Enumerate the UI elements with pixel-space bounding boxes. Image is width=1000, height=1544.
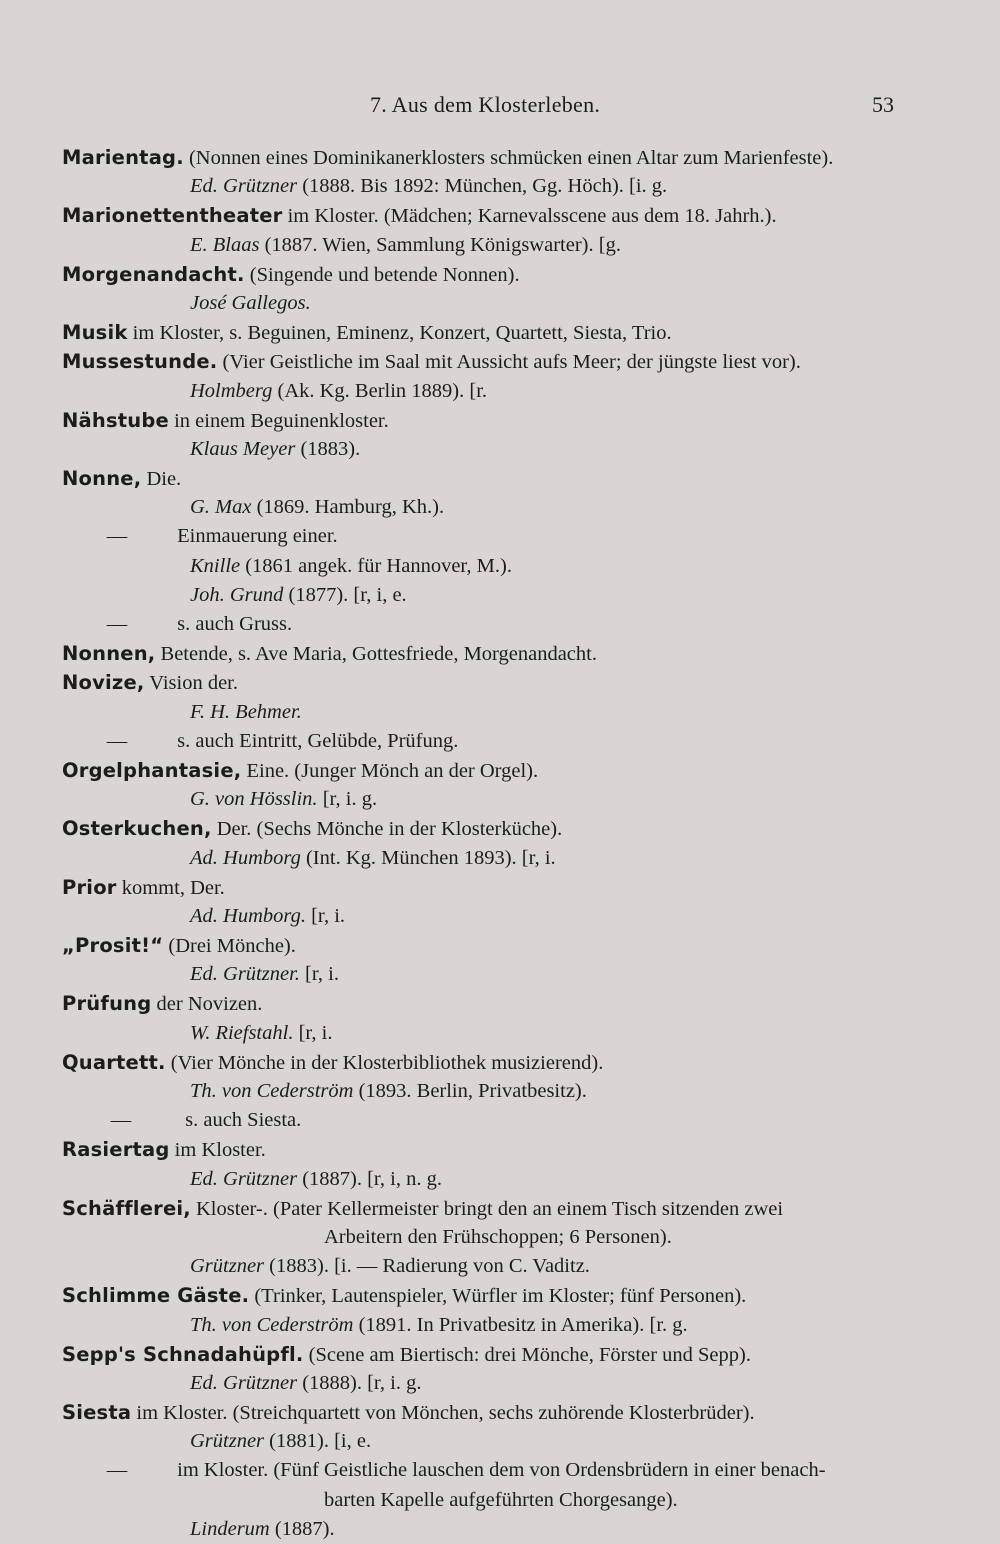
entry-text: Der. (Sechs Mönche in der Klosterküche). — [211, 818, 563, 841]
entry-headword: Sepp's Schnadahüpfl. — [62, 1342, 304, 1366]
entry-line — [62, 1281, 942, 1310]
artwork-details: (1887). [r, i, n. g. — [297, 1167, 442, 1190]
subentry-line — [62, 727, 942, 756]
artist-line — [62, 1165, 942, 1194]
entry-headword: Schlimme Gäste. — [62, 1284, 250, 1308]
artwork-details: (1888. Bis 1892: München, Gg. Höch). [i. g. — [297, 175, 668, 198]
artist-line — [62, 172, 942, 201]
entry-headword: Rasiertag — [62, 1138, 170, 1162]
entry-headword: „Prosit!“ — [62, 934, 164, 958]
artist-name: Ed. Grützner — [190, 1371, 298, 1394]
subentry-line — [62, 1456, 942, 1485]
artist-line — [62, 1019, 942, 1048]
artist-name: Holmberg — [190, 379, 273, 402]
subentry-text: s. auch Eintritt, Gelübde, Prüfung. — [172, 729, 459, 752]
artist-name: Linderum — [190, 1517, 270, 1540]
entry-line — [62, 1340, 942, 1369]
artist-line — [62, 785, 942, 814]
artist-line — [62, 231, 942, 260]
entry-line — [62, 1048, 942, 1077]
subentry-text: s. auch Siesta. — [180, 1109, 302, 1132]
ditto-dash: — — [106, 729, 128, 752]
artwork-details: [r, i. g. — [317, 788, 378, 811]
ditto-dash: — — [106, 613, 128, 635]
running-header — [0, 92, 1000, 132]
artwork-details: (1881). [i, e. — [264, 1430, 372, 1453]
index-entries — [62, 143, 942, 1544]
artist-line — [62, 1515, 942, 1544]
entry-text: (Vier Mönche in der Klosterbibliothek musizierend). — [165, 1051, 604, 1074]
entry-text: (Drei Mönche). — [163, 935, 296, 958]
artwork-details: [r, i. — [293, 1021, 333, 1044]
artist-line — [62, 377, 942, 406]
entry-text: (Singende und betende Nonnen). — [244, 263, 520, 286]
artist-name: Th. von Cederström — [190, 1080, 354, 1102]
artist-line — [62, 493, 942, 522]
artist-line — [62, 698, 942, 727]
entry-headword: Osterkuchen, — [62, 817, 212, 841]
artist-name: Ed. Grützner — [190, 1167, 298, 1190]
entry-text: im Kloster. — [169, 1139, 266, 1162]
entry-line — [62, 318, 942, 347]
entry-headword: Schäfflerei, — [62, 1196, 191, 1220]
artist-name: Th. von Cederström — [190, 1313, 354, 1336]
entry-text: (Vier Geistliche im Saal mit Aussicht aufs Meer; der jüngste liest vor). — [217, 351, 801, 374]
entry-headword: Nonne, — [62, 467, 142, 491]
artwork-details: (1861 angek. für Hannover, M.). — [240, 554, 512, 577]
artist-name: Ed. Grützner — [190, 175, 298, 198]
entry-line — [62, 639, 942, 668]
entry-headword: Marientag. — [62, 146, 184, 169]
entry-headword: Prior — [62, 875, 117, 899]
artwork-details: [r, i. — [299, 963, 339, 986]
artwork-details: (1877). [r, i, e. — [283, 583, 407, 606]
entry-text: (Trinker, Lautenspieler, Würfler im Kloster; fünf Personen). — [249, 1285, 747, 1308]
entry-headword: Nähstube — [62, 408, 169, 432]
entry-headword: Prüfung — [62, 992, 152, 1016]
artist-name: Ed. Grützner. — [190, 963, 300, 986]
artist-name: Joh. Grund — [190, 583, 284, 606]
artwork-details: (1887). — [269, 1517, 335, 1540]
entry-text: kommt, Der. — [116, 876, 225, 899]
entry-line — [62, 814, 942, 843]
entry-line — [62, 931, 942, 960]
ditto-dash: — — [106, 1459, 128, 1482]
artwork-details: (1891. In Privatbesitz in Amerika). [r. g. — [353, 1313, 688, 1336]
entry-line — [62, 143, 942, 172]
entry-headword: Morgenandacht. — [62, 262, 245, 286]
entry-headword: Orgelphantasie, — [62, 758, 242, 782]
entry-text: im Kloster, s. Beguinen, Eminenz, Konzert, Quartett, Siesta, Trio. — [127, 322, 672, 345]
artist-name: Grützner — [190, 1430, 265, 1453]
artwork-details: (1883). — [295, 437, 361, 460]
subentry-text: im Kloster. (Fünf Geistliche lauschen dem von Ordensbrüdern in einer benach- — [172, 1459, 826, 1482]
continuation-text: barten Kapelle aufgeführten Chorgesange). — [324, 1488, 678, 1511]
entry-text: Eine. (Junger Mönch an der Orgel). — [241, 759, 539, 782]
entry-line — [62, 464, 942, 493]
entry-line — [62, 873, 942, 902]
entry-text: der Novizen. — [151, 993, 263, 1016]
artist-name: W. Riefstahl. — [190, 1021, 294, 1044]
entry-line — [62, 1398, 942, 1427]
artwork-details: (Ak. Kg. Berlin 1889). [r. — [272, 379, 488, 402]
artist-name: Ad. Humborg — [190, 846, 301, 869]
subentry-text: s. auch Gruss. — [172, 613, 293, 635]
entry-headword: Marionettentheater — [62, 204, 283, 228]
entry-text: Kloster-. (Pater Kellermeister bringt den an einem Tisch sitzenden zwei — [190, 1197, 784, 1220]
entry-headword: Nonnen, — [62, 642, 156, 666]
entry-headword: Novize, — [62, 671, 145, 695]
artist-name: G. Max — [190, 496, 252, 519]
entry-line — [62, 1135, 942, 1164]
artist-line — [62, 1427, 942, 1456]
entry-headword: Siesta — [62, 1401, 132, 1425]
artist-line — [62, 1252, 942, 1281]
continuation-line — [62, 1486, 942, 1515]
subentry-line — [62, 1106, 942, 1135]
ditto-dash: — — [106, 525, 128, 548]
entry-text: Betende, s. Ave Maria, Gottesfriede, Morgenandacht. — [155, 643, 597, 666]
continuation-line — [62, 1223, 942, 1252]
entry-text: Vision der. — [144, 672, 238, 695]
subentry-line — [62, 522, 942, 551]
entry-headword: Musik — [62, 321, 128, 345]
subentry-line — [62, 610, 942, 639]
artist-line — [62, 552, 942, 581]
entry-line — [62, 406, 942, 435]
entry-text: in einem Beguinenkloster. — [168, 409, 389, 432]
entry-line — [62, 347, 942, 376]
artist-line — [62, 844, 942, 873]
entry-headword: Quartett. — [62, 1050, 166, 1074]
artist-line — [62, 1369, 942, 1398]
artist-line — [62, 1077, 942, 1106]
chapter-title: 7. Aus dem Klosterleben. — [370, 92, 601, 117]
artwork-details: (1869. Hamburg, Kh.). — [251, 496, 445, 519]
entry-text: (Nonnen eines Dominikanerklosters schmücken einen Altar zum Marienfeste). — [183, 147, 834, 169]
artist-line — [62, 960, 942, 989]
entry-line — [62, 1194, 942, 1223]
entry-line — [62, 260, 942, 289]
artist-name: F. H. Behmer. — [190, 700, 302, 723]
entry-text: im Kloster. (Streichquartett von Mönchen, sechs zuhörende Klosterbrüder). — [131, 1402, 755, 1425]
subentry-text: Einmauerung einer. — [172, 525, 338, 548]
entry-text: im Kloster. (Mädchen; Karnevalsscene aus dem 18. Jahrh.). — [282, 205, 777, 228]
artist-line — [62, 581, 942, 610]
artwork-details: [r, i. — [305, 904, 346, 927]
artist-name: Klaus Meyer — [190, 437, 296, 460]
artwork-details: (1888). [r, i. g. — [297, 1371, 422, 1394]
ditto-dash: — — [110, 1109, 132, 1132]
artist-line — [62, 435, 942, 464]
entry-text: (Scene am Biertisch: drei Mönche, Förster und Sepp). — [303, 1343, 751, 1366]
artist-line — [62, 1311, 942, 1340]
entry-text: Die. — [141, 468, 182, 491]
artist-name: Ad. Humborg. — [190, 904, 306, 927]
entry-line — [62, 668, 942, 697]
artist-name: G. von Hösslin. — [190, 788, 318, 811]
artwork-details: (1883). [i. — Radierung von C. Vaditz. — [264, 1255, 590, 1278]
artist-name: Knille — [190, 554, 241, 577]
entry-line — [62, 201, 942, 230]
entry-headword: Mussestunde. — [62, 350, 218, 374]
artist-line — [62, 289, 942, 318]
artist-name: José Gallegos. — [190, 291, 311, 314]
entry-line — [62, 756, 942, 785]
artwork-details: (1887. Wien, Sammlung Königswarter). [g. — [259, 233, 621, 256]
artist-name: E. Blaas — [190, 233, 260, 256]
artist-name: Grützner — [190, 1255, 265, 1278]
page-number: 53 — [872, 92, 894, 117]
artwork-details: (Int. Kg. München 1893). [r, i. — [300, 846, 556, 869]
artwork-details: (1893. Berlin, Privatbesitz). — [353, 1080, 587, 1102]
artist-line — [62, 902, 942, 931]
entry-line — [62, 989, 942, 1018]
continuation-text: Arbeitern den Frühschoppen; 6 Personen). — [324, 1225, 672, 1248]
